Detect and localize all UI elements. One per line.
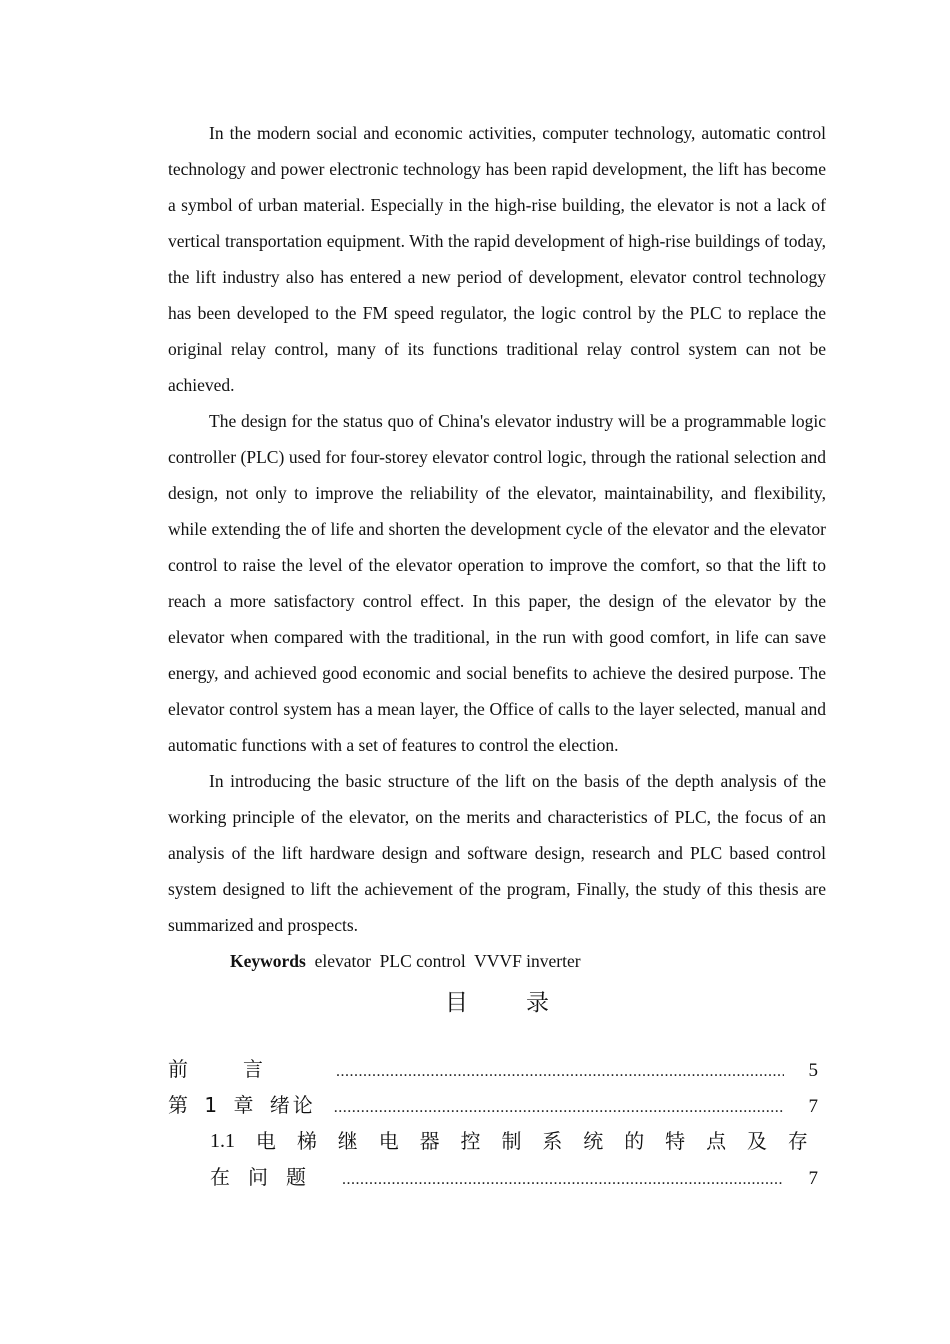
toc-section-char: 存 [787, 1129, 808, 1153]
toc-section-char: 梯 [296, 1129, 317, 1153]
abstract-paragraph-2: The design for the status quo of China's elevator industry will be a programmable logic controller (PLC) used for four-storey elevator control logic, through the rational selection and design, not only to improve the reliability of the elevator, maintainability, and flexibility, while extending the of life and shorten the development cycle of the elevator and the elevator control to raise the level of the elevator operation to improve the comfort, so that the lift to reach a more satisfactory control effect. In this paper, the design of the elevator by the elevator when compared with the traditional, in the run with good comfort, in life can save energy, and achieved good economic and social benefits to achieve the desired purpose. The elevator control system has a mean layer, the Office of calls to the layer selected, manual and automatic functions with a set of features to control the election. [168, 411, 826, 755]
toc-section-char: 点 [706, 1129, 727, 1153]
toc-section-char: 统 [583, 1129, 604, 1153]
toc-title [168, 983, 826, 1023]
toc-section-char: 的 [624, 1129, 645, 1153]
toc-entry-page: 5 [808, 1060, 818, 1081]
toc-entry-label: 第 1 章 绪论 [168, 1093, 316, 1117]
toc-entry-page: 7 [808, 1096, 818, 1117]
toc-section-char: 控 [460, 1129, 481, 1153]
abstract-paragraph-3: In introducing the basic structure of the lift on the basis of the depth analysis of the working principle of the elevator, on the merits and characteristics of PLC, the focus of an analysis of the lift hardware design and software design, research and PLC based control system designed to lift the achievement of the program, Finally, the study of this thesis are summarized and prospects. [168, 771, 826, 935]
document-page [168, 115, 826, 1195]
toc-title-right: 录 [526, 990, 549, 1016]
keywords-label: Keywords [230, 951, 306, 971]
toc-entry-chapter-1[interactable] [168, 1087, 826, 1123]
toc-section-char: 特 [665, 1129, 686, 1153]
toc-entry-preface[interactable] [168, 1051, 826, 1087]
toc-section-char: 电 [378, 1129, 399, 1153]
toc-section-char: 器 [419, 1129, 440, 1153]
toc-title-left: 目 [445, 990, 468, 1016]
toc-entry-label: 在问题 [210, 1165, 324, 1189]
table-of-contents [168, 1051, 826, 1195]
toc-leader-dots [342, 1162, 784, 1198]
toc-section-char: 系 [542, 1129, 563, 1153]
toc-entry-page: 7 [808, 1168, 818, 1189]
toc-entry-1-1-line-2[interactable] [168, 1159, 826, 1195]
toc-section-char: 继 [337, 1129, 358, 1153]
keywords-text: elevator PLC control VVVF inverter [305, 951, 581, 971]
toc-section-char: 电 [255, 1129, 276, 1153]
toc-entry-1-1-line-1[interactable] [168, 1123, 826, 1159]
abstract-paragraph-1: In the modern social and economic activities, computer technology, automatic control technology and power electronic technology has been rapid development, the lift has become a symbol of urban material. Especially in the high-rise building, the elevator is not a lack of vertical transportation equipment. With the rapid development of high-rise buildings of today, the lift industry also has entered a new period of development, elevator control technology has been developed to the FM speed regulator, the logic control by the PLC to replace the original relay control, many of its functions traditional relay control system can not be achieved. [168, 123, 826, 395]
toc-section-char: 制 [501, 1129, 522, 1153]
toc-leader-dots [336, 1054, 784, 1090]
keywords-line [168, 943, 826, 979]
toc-leader-dots [334, 1090, 784, 1126]
toc-section-number: 1.1 [210, 1130, 235, 1152]
toc-section-char: 及 [746, 1129, 767, 1153]
toc-entry-label: 前言 [168, 1057, 318, 1081]
